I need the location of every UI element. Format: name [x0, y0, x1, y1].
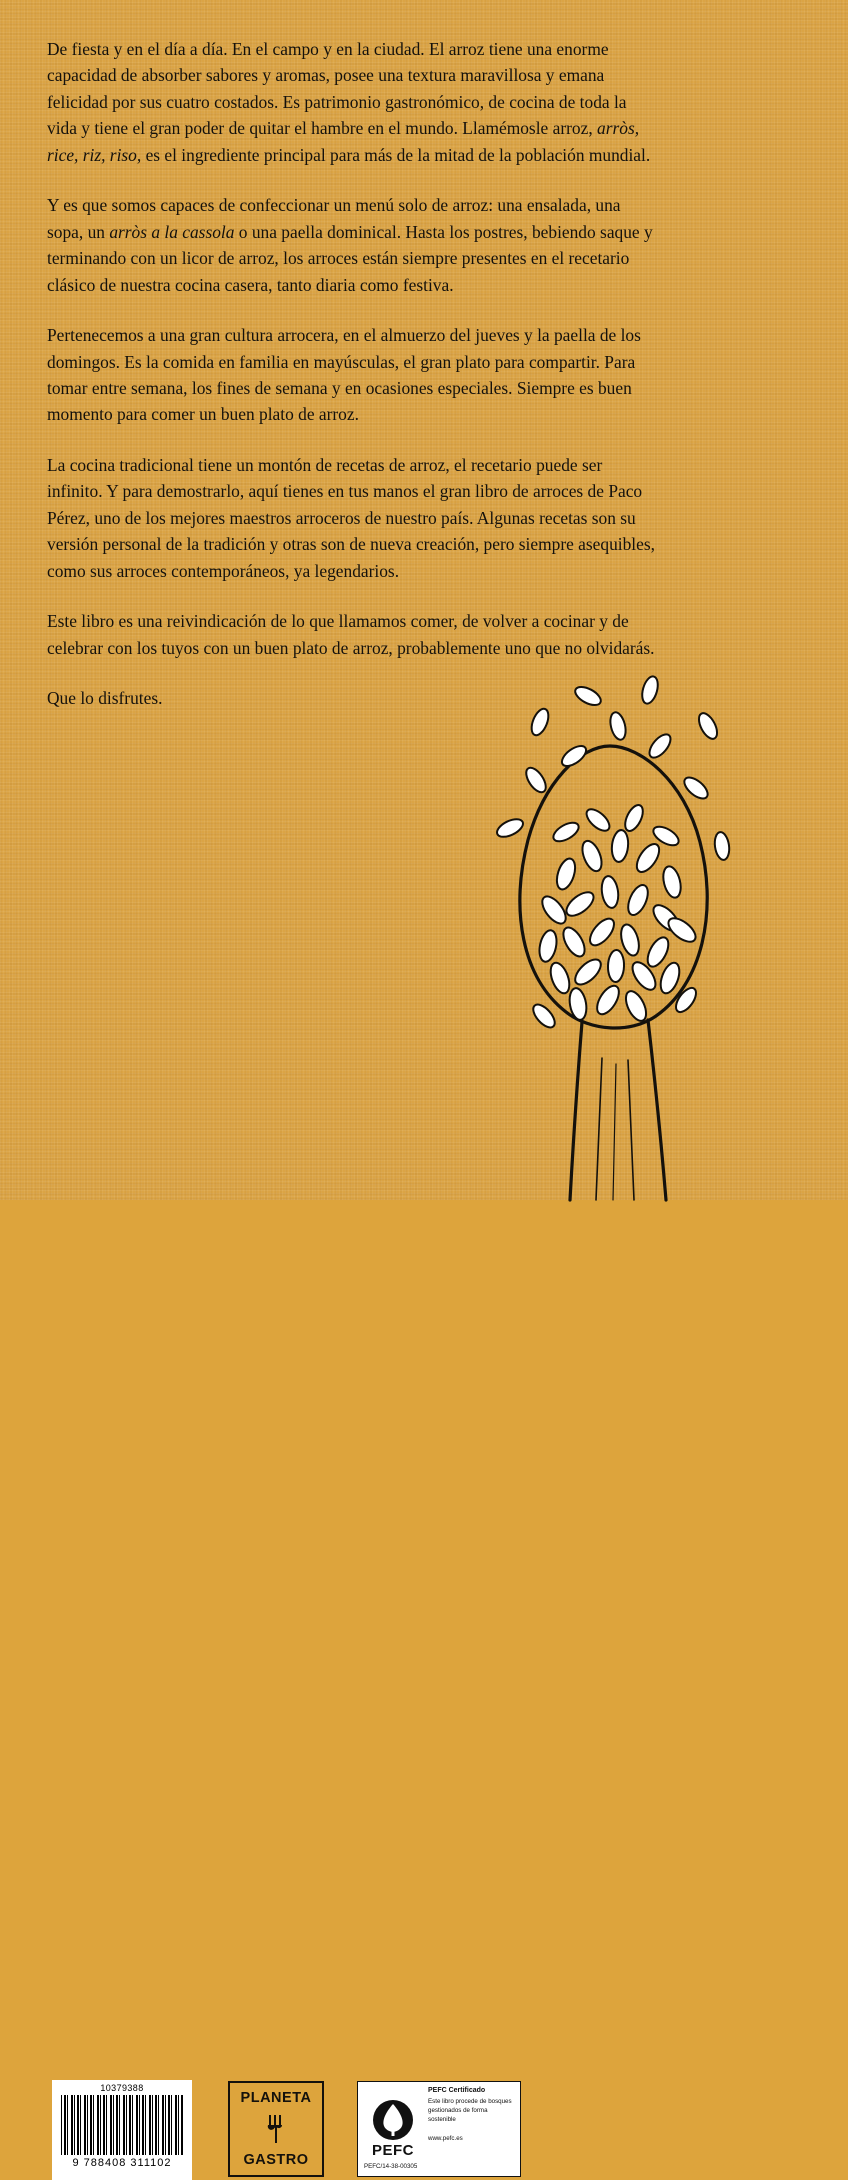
- pefc-description: Este libro procede de bosques gestionados de forma sostenible: [428, 2098, 512, 2123]
- publisher-name-line2: GASTRO: [243, 2152, 309, 2168]
- fork-icon: [267, 2114, 285, 2144]
- isbn-barcode: [52, 2080, 192, 2180]
- barcode-ean-number: 9 788408 311102: [72, 2157, 172, 2169]
- blurb-paragraph: De fiesta y en el día a día. En el campo y en la ciudad. El arroz tiene una enorme capacidad de absorber sabores y aromas, posee una textura maravillosa y emana felicidad por sus cuatro costados. Es patrimonio gastronómico, de cocina de toda la vida y tiene el gran poder de quitar el hambre en el mundo. Llamémosle arroz, arròs, rice, riz, riso, es el ingrediente principal para más de la mitad de la población mundial.: [47, 39, 651, 165]
- blurb-paragraph: Pertenecemos a una gran cultura arrocera, en el almuerzo del jueves y la paella de los domingos. Es la comida en familia en mayúsculas, el gran plato para compartir. Para tomar entre semana, los fines de semana y en ocasiones especiales. Siempre es buen momento para comer un buen plato de arroz.: [47, 325, 641, 425]
- pefc-certification-mark: [357, 2081, 521, 2177]
- pefc-url: www.pefc.es: [428, 2134, 463, 2142]
- publisher-name-line1: PLANETA: [240, 2090, 312, 2106]
- barcode-number: 10379388: [100, 2083, 144, 2093]
- barcode-bars: [61, 2095, 183, 2155]
- pefc-logo: [362, 2087, 424, 2171]
- blurb-closing-line: Que lo disfrutes.: [47, 688, 163, 709]
- blurb-paragraph: La cocina tradicional tiene un montón de recetas de arroz, el recetario puede ser infinito. Y para demostrarlo, aquí tienes en tus manos el gran libro de arroces de Paco Pérez, uno de los mejores maestros arroceros de nuestro país. Algunas recetas son su versión personal de la tradición y otras son de nueva creación, pero siempre asequibles, como sus arroces contemporáneos, ya legendarios.: [47, 454, 655, 581]
- blurb-paragraph: Este libro es una reivindicación de lo que llamamos comer, de volver a cocinar y de celebrar con los tuyos con un buen plato de arroz, probablemente uno que no olvidarás.: [47, 611, 655, 658]
- publisher-logo: [228, 2081, 324, 2177]
- pefc-tree-icon: [372, 2099, 414, 2141]
- blurb-paragraph: Y es que somos capaces de confeccionar un menú solo de arroz: una ensalada, una sopa, un arròs a la cassola o una paella dominical. Hasta los postres, bebiendo saque y terminando con un licor de arroz, los arroces están siempre presentes en el recetario clásico de nuestra cocina casera, tanto diaria como festiva.: [47, 195, 653, 295]
- pefc-logo-label: PEFC: [371, 2142, 414, 2159]
- cover-footer: [0, 1030, 848, 2170]
- back-cover-blurb: [47, 36, 657, 736]
- pefc-title: PEFC Certificado: [428, 2087, 486, 2094]
- pefc-code: PEFC/14-38-00305: [364, 2163, 418, 2170]
